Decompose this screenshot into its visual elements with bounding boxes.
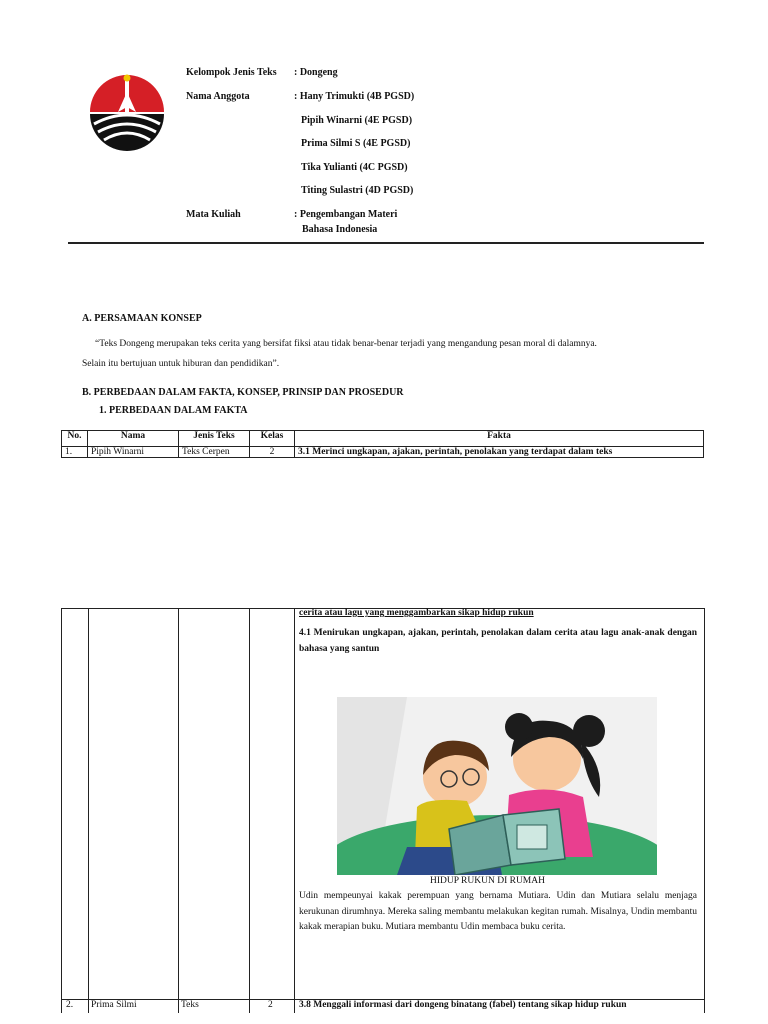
section-a-line-2: Selain itu bertujuan untuk hiburan dan pendidikan”.	[82, 359, 280, 369]
cell-kelas: 2	[250, 447, 295, 458]
row2-fakta: 3.8 Menggali informasi dari dongeng binatang (fabel) tentang sikap hidup rukun	[299, 1000, 627, 1010]
header-value-anggota-3: Prima Silmi S (4E PGSD)	[301, 138, 411, 149]
row2-nama: Prima Silmi	[91, 1000, 137, 1010]
cell-nama: Pipih Winarni	[88, 447, 179, 458]
section-a-line-1: “Teks Dongeng merupakan teks cerita yang bersifat fiksi atau tidak benar-benar terjadi yang mengandung pesan moral di dalamnya.	[95, 339, 597, 349]
header-value-matkul-2: Bahasa Indonesia	[302, 224, 378, 235]
fakta-table	[61, 430, 704, 458]
header-no: No.	[62, 431, 88, 447]
story-text: Udin mempeunyai kakak perempuan yang bernama Mutiara. Udin dan Mutiara selalu menjaga kerukunan dirumhnya. Mereka saling membantu melakukan kegitan rumah. Misalnya, Undin membantu kakak merapian buku. Mutiara membantu Udin membaca buku cerita.	[299, 891, 697, 932]
story-title: HIDUP RUKUN DI RUMAH	[430, 876, 545, 886]
fakta-41: 4.1 Menirukan ungkapan, ajakan, perintah, penolakan dalam cerita atau lagu anak-anak dengan bahasa yang santun	[299, 628, 697, 654]
header-kelas: Kelas	[250, 431, 295, 447]
header-jenis-teks: Jenis Teks	[179, 431, 250, 447]
header-label-matkul: Mata Kuliah	[186, 209, 241, 220]
header-label-jenis: Kelompok Jenis Teks	[186, 67, 277, 78]
header-value-jenis: : Dongeng	[294, 67, 338, 78]
section-b-subtitle: 1. PERBEDAAN DALAM FAKTA	[99, 405, 248, 416]
header-label-anggota: Nama Anggota	[186, 91, 250, 102]
header-fakta: Fakta	[295, 431, 704, 447]
header-value-anggota-1: : Hany Trimukti (4B PGSD)	[294, 91, 415, 102]
children-reading-book-illustration	[337, 697, 657, 875]
header-value-matkul-1: : Pengembangan Materi	[294, 209, 398, 220]
table-row	[62, 447, 704, 458]
header-value-anggota-5: Titing Sulastri (4D PGSD)	[301, 185, 414, 196]
row2-jenis: Teks	[181, 1000, 199, 1010]
university-logo-icon	[86, 72, 168, 152]
section-b-title: B. PERBEDAAN DALAM FAKTA, KONSEP, PRINSIP DAN PROSEDUR	[82, 387, 404, 398]
row2-kelas: 2	[268, 1000, 273, 1010]
cell-no: 1.	[62, 447, 88, 458]
header-value-anggota-2: Pipih Winarni (4E PGSD)	[301, 115, 413, 126]
cell-jenis: Teks Cerpen	[179, 447, 250, 458]
header-divider	[68, 242, 704, 244]
section-a-title: A. PERSAMAAN KONSEP	[82, 313, 202, 324]
header-value-anggota-4: Tika Yulianti (4C PGSD)	[301, 162, 408, 173]
row2-no: 2.	[66, 1000, 74, 1010]
cell-fakta: 3.1 Merinci ungkapan, ajakan, perintah, penolakan yang terdapat dalam teks	[295, 447, 704, 458]
header-nama: Nama	[88, 431, 179, 447]
fakta-continuation: cerita atau lagu yang menggambarkan sikap hidup rukun	[299, 608, 534, 618]
table-header-row	[62, 431, 704, 447]
